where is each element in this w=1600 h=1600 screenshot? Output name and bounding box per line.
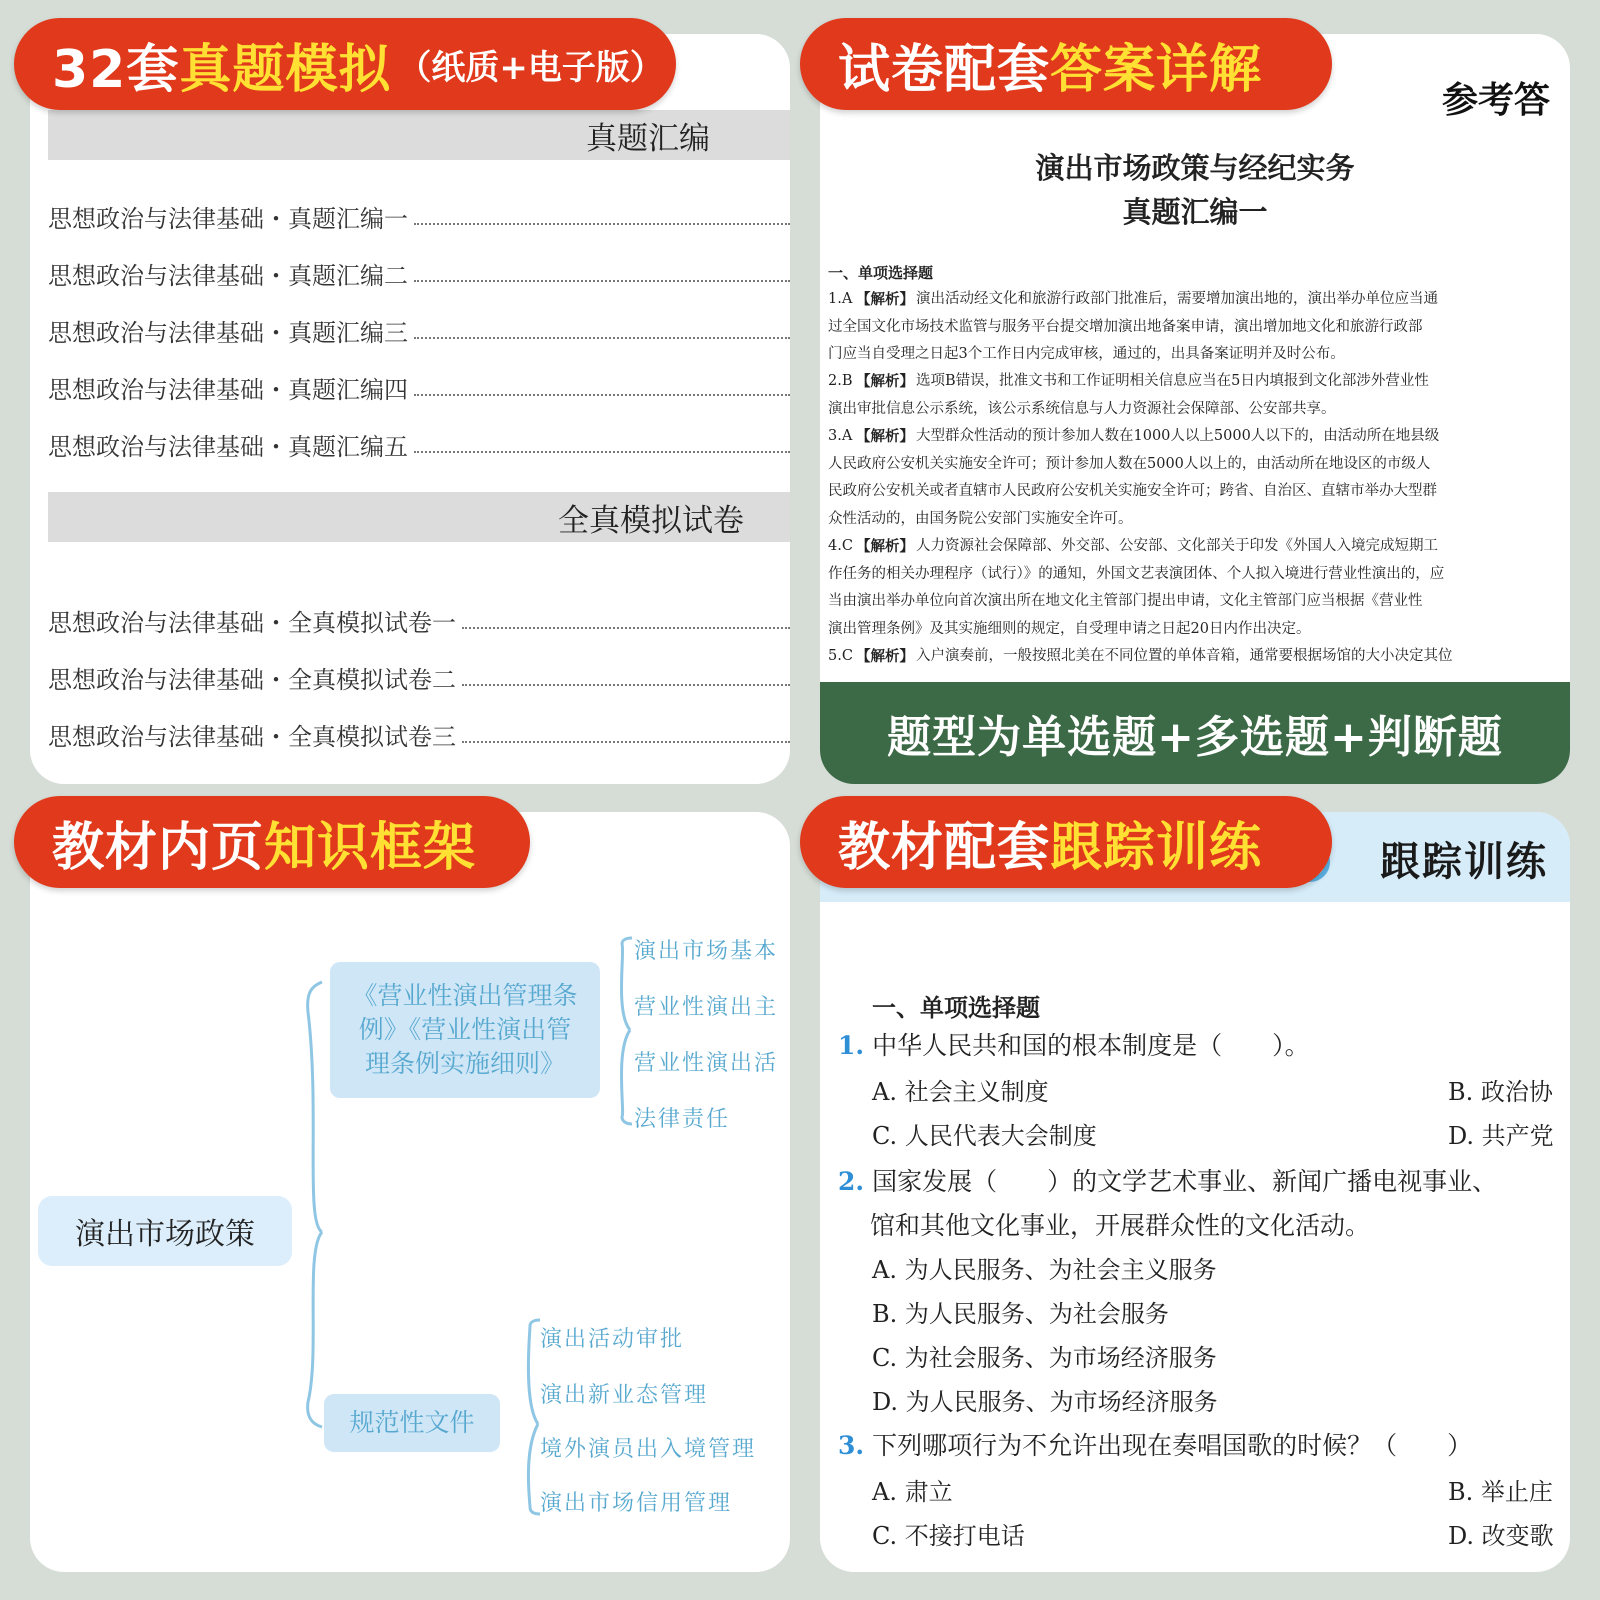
option: B. 举止庄: [1448, 1478, 1553, 1506]
toc-item: 思想政治与法律基础・全真模拟试卷一: [48, 600, 790, 640]
tracking-title: 跟踪训练: [1380, 839, 1548, 885]
mindmap-leaf: 法律责任: [634, 1107, 731, 1132]
toc-item: 思想政治与法律基础・真题汇编五: [48, 424, 790, 464]
toc-item: 思想政治与法律基础・全真模拟试卷二: [48, 657, 790, 697]
option: D. 改变歌: [1448, 1522, 1554, 1550]
mindmap-leaf: 演出市场基本: [634, 939, 779, 964]
option: A. 为人民服务、为社会主义服务: [872, 1256, 1217, 1284]
badge-answer-key: 试卷配套 答案详解: [800, 18, 1332, 110]
toc-item: 思想政治与法律基础・真题汇编一: [48, 196, 790, 236]
toc-item: 思想政治与法律基础・真题汇编二: [48, 253, 790, 293]
leader-dots: [414, 280, 790, 282]
badge-exam-sets: 32套 真题模拟 （纸质+电子版）: [14, 18, 676, 110]
leader-dots: [414, 394, 790, 396]
badge-tracking-practice: 教材配套 跟踪训练: [800, 796, 1332, 888]
tracking-practice-panel: [820, 812, 1570, 1572]
question-stem: 2. 国家发展（ ）的文学艺术事业、新闻广播电视事业、: [838, 1167, 1498, 1196]
leader-dots: [462, 741, 790, 743]
answer-item: 5.C 【解析】 入户演奏前，一般按照北美在不同位置的单体音箱，通常要根据场馆的大小决定其位: [828, 648, 1453, 665]
answer-item: 3.A 【解析】 大型群众性活动的预计参加人数在1000人以上5000人以下的，由活动所在地县级 人民政府公安机关实施安全许可；预计参加人数在5000人以上的，由活动所在地设区的市级人 民政府公安机关或者直辖市人民政府公安机关实施安全许可；跨省、自治区、直辖市举办大型群 众性活动的，由国务院公安部门实施安全许可。: [828, 428, 1440, 527]
question-stem-continued: 馆和其他文化事业，开展群众性的文化活动。: [870, 1211, 1371, 1240]
answer-item: 2.B 【解析】 选项B错误，批准文书和工作证明相关信息应当在5日内填报到文化部涉外营业性 演出审批信息公示系统，该公示系统信息与人力资源社会保障部、公安部共享。: [828, 373, 1429, 417]
toc-panel: [30, 34, 790, 784]
leader-dots: [462, 684, 790, 686]
mindmap-leaf: 营业性演出主: [634, 995, 779, 1020]
option: B. 政治协: [1448, 1078, 1553, 1106]
mindmap-leaf: 境外演员出入境管理: [540, 1437, 757, 1462]
answer-item: 4.C 【解析】 人力资源社会保障部、外交部、公安部、文化部关于印发《外国人入境完成短期工 作任务的相关办理程序（试行）》的通知，外国文艺表演团体、个人拟入境进行营业性演出的，应 当由演出举办单位向首次演出所在地文化主管部门提出申请，文化主管部门应当根据《营业性 演出管理条例》及其实施细则的规定，自受理申请之日起20日内作出决定。: [828, 538, 1445, 637]
leader-dots: [414, 337, 790, 339]
answer-corner-heading: 参考答: [1441, 80, 1550, 121]
mindmap-root-node: 演出市场政策: [38, 1196, 292, 1266]
option: C. 为社会服务、为市场经济服务: [872, 1344, 1217, 1372]
option: A. 肃立: [872, 1478, 953, 1506]
question-section-heading: 一、单项选择题: [872, 994, 1040, 1022]
section-header-exam-compilation: 真题汇编: [48, 110, 790, 160]
mindmap-node-regulations: 《营业性演出管理条例》《营业性演出管理条例实施细则》: [330, 962, 600, 1098]
option: A. 社会主义制度: [872, 1078, 1049, 1106]
option: B. 为人民服务、为社会服务: [872, 1300, 1169, 1328]
leader-dots: [414, 451, 790, 453]
doc-title: 演出市场政策与经纪实务: [1035, 151, 1355, 185]
option: D. 为人民服务、为市场经济服务: [872, 1388, 1218, 1416]
mindmap-leaf: 演出市场信用管理: [540, 1491, 733, 1516]
section-header-mock-exams: 全真模拟试卷: [48, 492, 790, 542]
mindmap-leaf: 营业性演出活: [634, 1051, 779, 1076]
question-stem: 1. 中华人民共和国的根本制度是（ ）。: [838, 1031, 1310, 1060]
option: C. 人民代表大会制度: [872, 1122, 1097, 1150]
option: C. 不接打电话: [872, 1522, 1025, 1550]
doc-subtitle: 真题汇编一: [1122, 195, 1268, 229]
option: D. 共产党: [1448, 1122, 1554, 1150]
answer-section-heading: 一、单项选择题: [828, 264, 934, 282]
question-stem: 3. 下列哪项行为不允许出现在奏唱国歌的时候？（ ）: [838, 1431, 1473, 1460]
knowledge-framework-panel: [30, 812, 790, 1572]
leader-dots: [462, 627, 790, 629]
toc-item: 思想政治与法律基础・真题汇编四: [48, 367, 790, 407]
mindmap-leaf: 演出新业态管理: [540, 1383, 709, 1408]
answer-item: 1.A 【解析】 演出活动经文化和旅游行政部门批准后，需要增加演出地的，演出举办单位应当通 过全国文化市场技术监管与服务平台提交增加演出地备案申请，演出增加地文化和旅游行政部 门应当自受理之日起3个工作日内完成审核，通过的，出具备案证明并及时公布。: [828, 291, 1438, 362]
toc-item: 思想政治与法律基础・真题汇编三: [48, 310, 790, 350]
mindmap-leaf: 演出活动审批: [540, 1327, 685, 1352]
badge-knowledge-framework: 教材内页 知识框架: [14, 796, 530, 888]
leader-dots: [414, 223, 790, 225]
toc-item: 思想政治与法律基础・全真模拟试卷三: [48, 714, 790, 754]
answer-key-panel: [820, 34, 1570, 784]
question-types-banner: 题型为单选题+多选题+判断题: [820, 682, 1570, 784]
mindmap-node-normative-docs: 规范性文件: [324, 1394, 500, 1452]
